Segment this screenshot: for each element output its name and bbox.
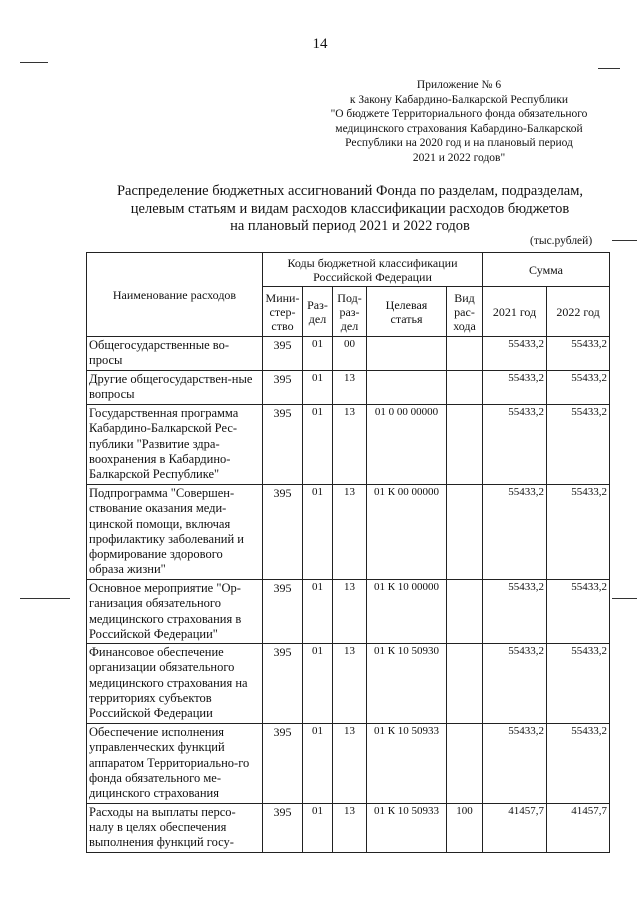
row-subsection: 13 bbox=[333, 580, 367, 644]
row-2021: 55433,2 bbox=[483, 337, 547, 371]
row-ministry: 395 bbox=[263, 371, 303, 405]
row-2021: 55433,2 bbox=[483, 405, 547, 485]
row-name: Расходы на выплаты персо-налу в целях обеспечения выполнения функций госу- bbox=[87, 803, 263, 852]
row-type bbox=[447, 580, 483, 644]
row-subsection: 13 bbox=[333, 371, 367, 405]
row-2021: 41457,7 bbox=[483, 803, 547, 852]
row-2022: 55433,2 bbox=[547, 371, 610, 405]
row-section: 01 bbox=[303, 803, 333, 852]
table-row bbox=[87, 724, 610, 803]
document-title bbox=[70, 183, 630, 236]
header-section: Раз-дел bbox=[303, 287, 333, 337]
row-2021: 55433,2 bbox=[483, 371, 547, 405]
title-line: на плановый период 2021 и 2022 годов bbox=[230, 218, 470, 234]
header-ministry: Мини-стер-ство bbox=[263, 287, 303, 337]
row-subsection: 13 bbox=[333, 485, 367, 580]
scan-mark-top-left bbox=[20, 62, 48, 63]
row-2021: 55433,2 bbox=[483, 724, 547, 803]
table-row bbox=[87, 803, 610, 852]
scan-mark-right-mid bbox=[612, 598, 637, 599]
table-row bbox=[87, 405, 610, 485]
row-target: 01 К 10 50933 bbox=[367, 803, 447, 852]
table-row bbox=[87, 580, 610, 644]
row-target: 01 К 10 00000 bbox=[367, 580, 447, 644]
row-type bbox=[447, 724, 483, 803]
header-sum-group: Сумма bbox=[483, 253, 610, 287]
scan-mark-left-mid bbox=[20, 598, 70, 599]
header-expense-type: Вид рас-хода bbox=[447, 287, 483, 337]
row-2022: 55433,2 bbox=[547, 405, 610, 485]
row-2021: 55433,2 bbox=[483, 644, 547, 724]
units-label: (тыс.рублей) bbox=[530, 235, 593, 247]
row-2022: 55433,2 bbox=[547, 337, 610, 371]
row-type bbox=[447, 644, 483, 724]
title-line: Распределение бюджетных ассигнований Фонда по разделам, подразделам, bbox=[116, 183, 584, 199]
row-target: 01 К 00 00000 bbox=[367, 485, 447, 580]
row-name: Другие общегосударствен-ные вопросы bbox=[87, 371, 263, 405]
appendix-line: 2021 и 2022 годов" bbox=[412, 151, 506, 164]
scan-mark-right-1 bbox=[612, 240, 637, 241]
row-subsection: 13 bbox=[333, 405, 367, 485]
table-row bbox=[87, 337, 610, 371]
row-target bbox=[367, 337, 447, 371]
row-name: Общегосударственные во-просы bbox=[87, 337, 263, 371]
row-type bbox=[447, 405, 483, 485]
row-subsection: 00 bbox=[333, 337, 367, 371]
row-name: Государственная программа Кабардино-Балкарской Рес-публики "Развитие здра-воохранения в Кабардино-Балкарской Республике" bbox=[87, 405, 263, 485]
row-ministry: 395 bbox=[263, 803, 303, 852]
table-row bbox=[87, 644, 610, 724]
row-2021: 55433,2 bbox=[483, 580, 547, 644]
row-section: 01 bbox=[303, 337, 333, 371]
row-type bbox=[447, 371, 483, 405]
row-type bbox=[447, 337, 483, 371]
row-subsection: 13 bbox=[333, 724, 367, 803]
row-section: 01 bbox=[303, 485, 333, 580]
row-2021: 55433,2 bbox=[483, 485, 547, 580]
title-line: целевым статьям и видам расходов классификации расходов бюджетов bbox=[130, 200, 570, 217]
table-row bbox=[87, 485, 610, 580]
row-section: 01 bbox=[303, 405, 333, 485]
row-target bbox=[367, 371, 447, 405]
row-target: 01 0 00 00000 bbox=[367, 405, 447, 485]
row-2022: 55433,2 bbox=[547, 580, 610, 644]
row-target: 01 К 10 50930 bbox=[367, 644, 447, 724]
header-target: Целевая статья bbox=[367, 287, 447, 337]
row-section: 01 bbox=[303, 724, 333, 803]
row-subsection: 13 bbox=[333, 644, 367, 724]
appendix-line: Республики на 2020 год и на плановый период bbox=[345, 137, 573, 150]
header-codes-group: Коды бюджетной классификации Российской Федерации bbox=[263, 253, 483, 287]
appendix-line: медицинского страхования Кабардино-Балкарской bbox=[335, 122, 583, 135]
scan-mark-top-right bbox=[598, 68, 620, 69]
row-ministry: 395 bbox=[263, 337, 303, 371]
row-section: 01 bbox=[303, 371, 333, 405]
row-ministry: 395 bbox=[263, 405, 303, 485]
row-ministry: 395 bbox=[263, 644, 303, 724]
row-2022: 55433,2 bbox=[547, 644, 610, 724]
appendix-line: к Закону Кабардино-Балкарской Республики bbox=[349, 93, 569, 106]
row-name: Подпрограмма "Совершен-ствование оказания меди-цинской помощи, включая профилактику заболеваний и формирование здорового образа жизни" bbox=[87, 485, 263, 580]
appendix-title: Приложение № 6 bbox=[416, 79, 502, 91]
header-subsection: Под-раз-дел bbox=[333, 287, 367, 337]
row-name: Обеспечение исполнения управленческих функций аппаратом Территориально-го фонда обязательного ме-дицинского страхования bbox=[87, 724, 263, 803]
row-name: Финансовое обеспечение организации обязательного медицинского страхования на территориях субъектов Российской Федерации bbox=[87, 644, 263, 724]
table-row bbox=[87, 371, 610, 405]
row-section: 01 bbox=[303, 644, 333, 724]
row-target: 01 К 10 50933 bbox=[367, 724, 447, 803]
header-name: Наименование расходов bbox=[87, 253, 263, 337]
row-subsection: 13 bbox=[333, 803, 367, 852]
row-section: 01 bbox=[303, 580, 333, 644]
row-name: Основное мероприятие "Ор-ганизация обязательного медицинского страхования в Российской Федерации" bbox=[87, 580, 263, 644]
row-ministry: 395 bbox=[263, 485, 303, 580]
row-ministry: 395 bbox=[263, 580, 303, 644]
appendix-header bbox=[300, 78, 618, 166]
header-2021: 2021 год bbox=[483, 287, 547, 337]
row-2022: 55433,2 bbox=[547, 485, 610, 580]
page-number: 14 bbox=[312, 36, 328, 52]
row-2022: 41457,7 bbox=[547, 803, 610, 852]
row-ministry: 395 bbox=[263, 724, 303, 803]
row-type bbox=[447, 485, 483, 580]
budget-table bbox=[86, 252, 610, 853]
row-type: 100 bbox=[447, 803, 483, 852]
row-2022: 55433,2 bbox=[547, 724, 610, 803]
appendix-line: "О бюджете Территориального фонда обязательного bbox=[330, 108, 588, 121]
header-2022: 2022 год bbox=[547, 287, 610, 337]
